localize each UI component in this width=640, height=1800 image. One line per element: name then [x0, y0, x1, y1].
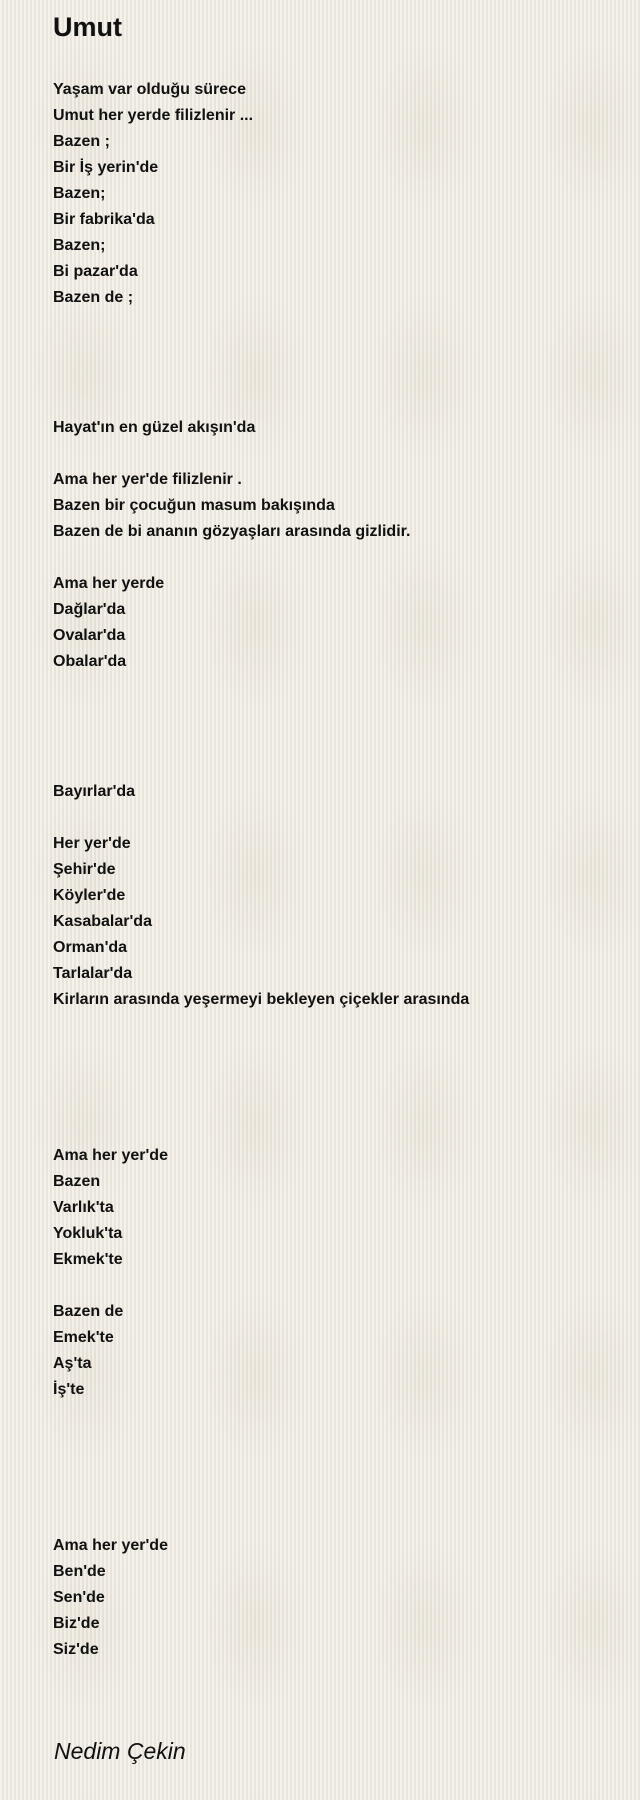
poem-line: Varlık'ta [53, 1199, 114, 1216]
poem-line: Bazen de [53, 1303, 124, 1320]
poem-line: Ama her yer'de [53, 1537, 168, 1554]
poem-line: Bayırlar'da [53, 783, 136, 800]
poem-line: Şehir'de [53, 861, 116, 878]
poem-blank-line [53, 1403, 613, 1429]
poem-blank-line [53, 1065, 613, 1091]
poem-line: Tarlalar'da [53, 965, 133, 982]
poem-line: Aş'ta [53, 1355, 92, 1372]
poem-blank-line [53, 727, 613, 753]
poem-line: Bazen; [53, 237, 106, 254]
poem-blank-line [53, 1273, 613, 1299]
poem-line: Bir fabrika'da [53, 211, 155, 228]
poem-blank-line [53, 1455, 613, 1481]
poem-line: Sen'de [53, 1589, 105, 1606]
poem-body [53, 77, 613, 1663]
poem-line: Orman'da [53, 939, 128, 956]
poem-line: Obalar'da [53, 653, 127, 670]
poem-blank-line [53, 1091, 613, 1117]
poem-blank-line [53, 701, 613, 727]
poem-line: Hayat'ın en güzel akışın'da [53, 419, 256, 436]
poem-line: Biz'de [53, 1615, 100, 1632]
poem-line: Kirların arasında yeşermeyi bekleyen çiçekler arasında [53, 991, 470, 1008]
poem-line: Ama her yer'de filizlenir . [53, 471, 242, 488]
poem-blank-line [53, 1039, 613, 1065]
poem-line: Bazen; [53, 185, 106, 202]
poem-line: Ben'de [53, 1563, 106, 1580]
poem-blank-line [53, 753, 613, 779]
poem-line: Ekmek'te [53, 1251, 123, 1268]
poem-line: Bazen de ; [53, 289, 134, 306]
poem-blank-line [53, 805, 613, 831]
poem-blank-line [53, 675, 613, 701]
poem-line: Yokluk'ta [53, 1225, 123, 1242]
poem-line: Bir İş yerin'de [53, 159, 159, 176]
poem-blank-line [53, 441, 613, 467]
poem-line: Yaşam var olduğu sürece [53, 81, 246, 98]
poem-line: Kasabalar'da [53, 913, 152, 930]
poem-line: Ovalar'da [53, 627, 126, 644]
poem-line: Siz'de [53, 1641, 99, 1658]
poem-blank-line [53, 389, 613, 415]
poem-blank-line [53, 1013, 613, 1039]
poem-author: Nedim Çekin [54, 1738, 186, 1764]
poem-line: Bazen de bi ananın gözyaşları arasında gizlidir. [53, 523, 411, 540]
poem-line: Dağlar'da [53, 601, 126, 618]
poem-blank-line [53, 1507, 613, 1533]
poem-blank-line [53, 1429, 613, 1455]
poem-blank-line [53, 1117, 613, 1143]
poem-line: Bazen ; [53, 133, 110, 150]
poem-line: Her yer'de [53, 835, 131, 852]
poem-line: Ama her yer'de [53, 1147, 168, 1164]
poem-line: Emek'te [53, 1329, 114, 1346]
poem-blank-line [53, 311, 613, 337]
poem-line: Köyler'de [53, 887, 126, 904]
poem-blank-line [53, 337, 613, 363]
poem-blank-line [53, 363, 613, 389]
poem-blank-line [53, 545, 613, 571]
poem-line: Bazen bir çocuğun masum bakışında [53, 497, 335, 514]
poem-line: İş'te [53, 1381, 85, 1398]
poem-line: Ama her yerde [53, 575, 165, 592]
poem-line: Bazen [53, 1173, 101, 1190]
poem-title: Umut [53, 12, 122, 42]
poem-blank-line [53, 1481, 613, 1507]
poem-line: Umut her yerde filizlenir ... [53, 107, 254, 124]
poem-line: Bi pazar'da [53, 263, 138, 280]
